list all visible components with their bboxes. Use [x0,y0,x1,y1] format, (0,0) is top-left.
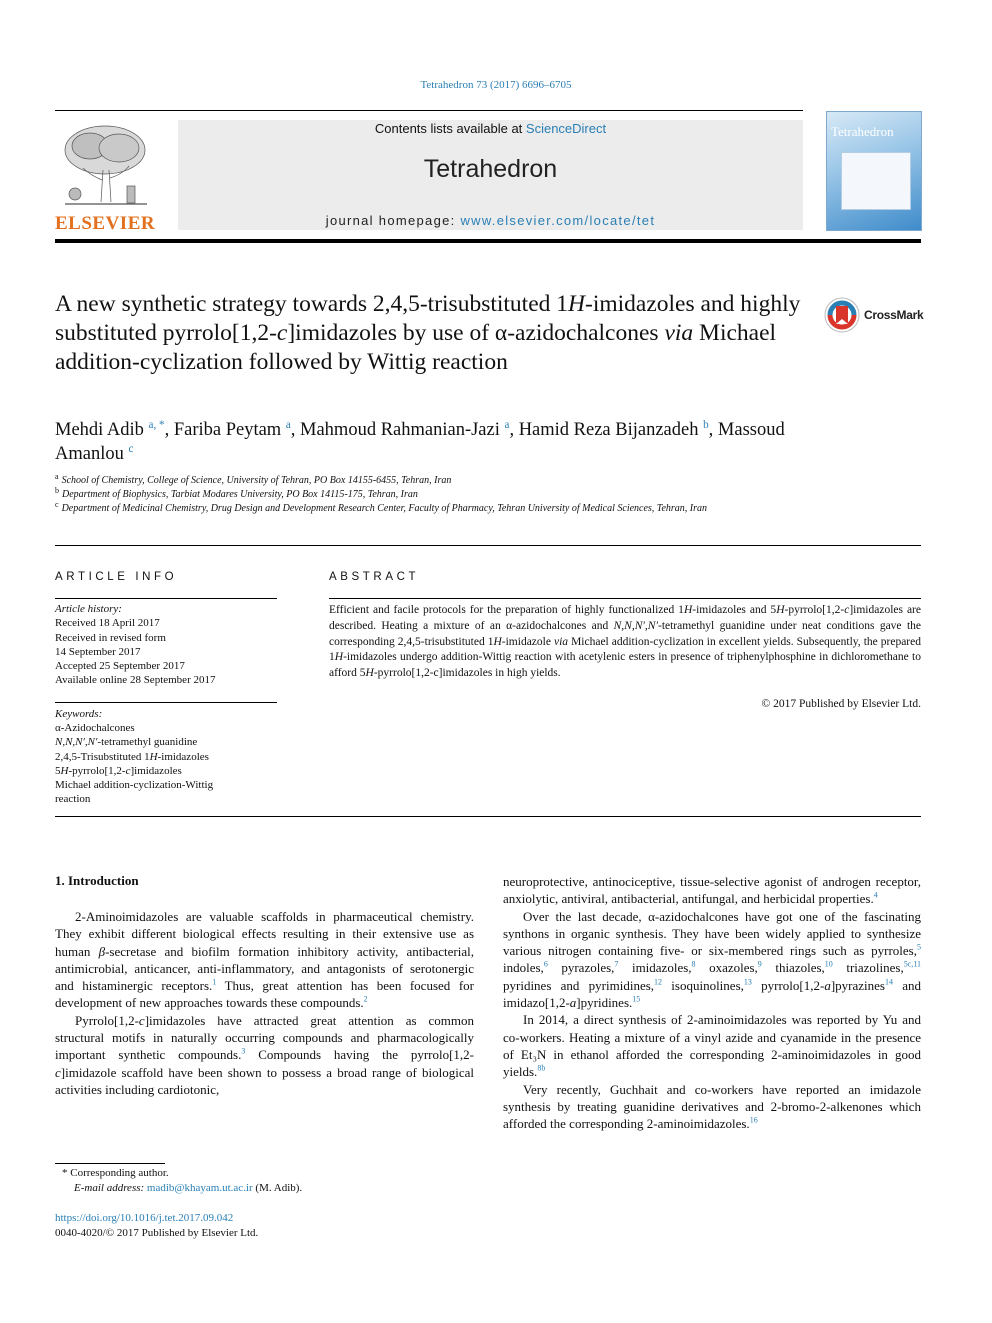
body-left-column [55,908,474,1098]
journal-cover[interactable] [826,111,922,231]
body-paragraph: In 2014, a direct synthesis of 2-aminoimidazoles was reported by Yu and co-workers. Heating a mixture of a vinyl azide and cyanamide in the presence of Et₃N in ethanol afforded the corresponding 2-aminoimidazoles in good yields.$^{8b}$ [503,1012,921,1080]
keyword: 5H-pyrrolo[1,2-c]imidazoles [55,764,182,777]
article-info-heading: ARTICLE INFO [55,571,178,583]
header-rule [55,110,803,111]
keyword: N,N,N′,N′-tetramethyl guanidine [55,736,198,749]
email-suffix: (M. Adib). [252,1182,303,1194]
section-rule [55,816,921,817]
affiliation-b: $^b$ Department of Biophysics, Tarbiat Modares University, PO Box 14115-175, Tehran, Iran [55,485,418,500]
footnotes [62,1166,482,1196]
section-heading: 1. Introduction [55,873,139,888]
article-title: A new synthetic strategy towards 2,4,5-trisubstituted 1H-imidazoles and highly substituted pyrrolo[1,2-c]imidazoles by use of α-azidochalcones via Michael addition-cyclization followed by Wittig reaction [55,291,801,375]
issn-line: 0040-4020/© 2017 Published by Elsevier Ltd. [55,1227,259,1239]
elsevier-wordmark: ELSEVIER [55,213,156,234]
body-paragraph: Very recently, Guchhait and co-workers have reported an imidazole synthesis by treating guanidine derivatives and 2-bromo-2-alkenones which afforded the corresponding 2-aminoimidazoles.$^{16}$ [503,1081,921,1132]
sciencedirect-link[interactable]: ScienceDirect [525,121,607,136]
contents-line [178,121,803,136]
email-note [62,1181,482,1196]
article-history [55,602,277,688]
history-item: Available online 28 September 2017 [55,674,216,687]
cover-graphic [841,152,911,210]
keyword: reaction [55,793,91,806]
elsevier-logo[interactable] [55,120,155,235]
contents-prefix: Contents lists available at [374,121,526,136]
keywords [55,707,277,806]
email-label: E-mail address: [74,1182,147,1194]
keyword: 2,4,5-Trisubstituted 1H-imidazoles [55,750,209,763]
body-paragraph: 2-Aminoimidazoles are valuable scaffolds in pharmaceutical chemistry. They exhibit different biological effects resulting in their extensive use as human β-secretase and biofilm formation inhibitory activity, antibacterial, antimicrobial, anticancer, anti-inflammatory, and antagonists of serotonergic and histaminergic receptors.$^1$ Thus, great attention has been focused for development of new approaches towards these compounds.$^2$ [55,909,474,1011]
body-paragraph: neuroprotective, antinociceptive, tissue-selective agonist of androgen receptor, anxiolytic, antiviral, antibacterial, antifungal, and herbicidal properties.$^4$ [503,874,921,907]
tree-icon [55,120,155,212]
keyword: Michael addition-cyclization-Wittig [55,779,214,792]
history-item: Received in revised form [55,631,166,644]
keyword: α-Azidochalcones [55,722,135,735]
crossmark-label: CrossMark [864,308,924,322]
keywords-rule [55,702,277,703]
abstract-rule [329,598,921,599]
abstract-text: Efficient and facile protocols for the preparation of highly functionalized 1H-imidazoles and 5H-pyrrolo[1,2-c]imidazoles are described. Heating a mixture of an α-azidochalcones and N,N,N′,N′-tetramethyl guanidine under neat conditions gave the corresponding 2,4,5-trisubstituted 1H-imidazole via Michael addition-cyclization in excellent yields. Subsequently, the prepared 1H-imidazoles undergo addition-Wittig reaction with acetylenic esters in presence of triphenylphosphine in dichloromethane to afford 5H-pyrrolo[1,2-c]imidazoles in high yields. [329,604,921,680]
homepage-link[interactable]: www.elsevier.com/locate/tet [460,213,656,228]
footnote-rule [55,1163,165,1164]
crossmark-badge[interactable] [824,297,924,333]
history-label: Article history: [55,603,122,615]
journal-name: Tetrahedron [423,155,558,183]
abstract-heading: ABSTRACT [329,571,420,583]
body-paragraph: Over the last decade, α-azidochalcones have got one of the fascinating synthons in organic synthesis. They have been widely applied to synthesize various nitrogen containing five- or six-membered rings such as pyrroles,$^5$ indoles,$^6$ pyrazoles,$^7$ imidazoles,$^8$ oxazoles,$^9$ thiazoles,$^{10}$ triazolines,$^{5c,11}$ pyridines and pyrimidines,$^{12}$ isoquinolines,$^{13}$ pyrrolo[1,2-a]pyrazines$^{14}$ and imidazo[1,2-a]pyridines.$^{15}$ [503,908,921,1011]
affiliation-c: $^c$ Department of Medicinal Chemistry, Drug Design and Development Research Center, Faculty of Pharmacy, Tehran University of Medical Sciences, Tehran, Iran [55,499,708,514]
journal-citation[interactable]: Tetrahedron 73 (2017) 6696–6705 [420,79,572,91]
author-list: Mehdi Adib $^{a, *}$, Fariba Peytam $^a$, Mahmoud Rahmanian-Jazi $^a$, Hamid Reza Bijanzadeh $^b$, Massoud Amanlou $^c$ [55,418,785,464]
cover-title: Tetrahedron [831,124,894,139]
section-rule [55,545,921,546]
history-item: Accepted 25 September 2017 [55,660,185,673]
history-item: Received 18 April 2017 [55,617,160,630]
affiliation-a: $^a$ School of Chemistry, College of Science, University of Tehran, PO Box 14155-6455, Tehran, Iran [55,471,452,486]
history-item: 14 September 2017 [55,645,141,658]
article-info-rule [55,598,277,599]
doi-link[interactable]: https://doi.org/10.1016/j.tet.2017.09.042 [55,1212,234,1224]
homepage-prefix: journal homepage: [325,213,461,228]
body-paragraph: Pyrrolo[1,2-c]imidazoles have attracted great attention as common structural motifs in naturally occurring compounds and pharmacologically important synthetic compounds.$^3$ Compounds having the pyrrolo[1,2-c]imidazole scaffold have been shown to possess a broad range of biological activities including cardiotonic, [55,1012,474,1097]
header-thick-rule [55,239,921,243]
keywords-label: Keywords: [55,708,103,720]
homepage-line [178,213,803,228]
abstract-copyright: © 2017 Published by Elsevier Ltd. [761,698,921,710]
corresponding-author-note: * Corresponding author. [62,1167,169,1179]
affiliations [55,471,815,516]
body-right-column [503,873,921,1132]
crossmark-icon [824,297,860,333]
email-link[interactable]: madib@khayam.ut.ac.ir [146,1182,253,1194]
